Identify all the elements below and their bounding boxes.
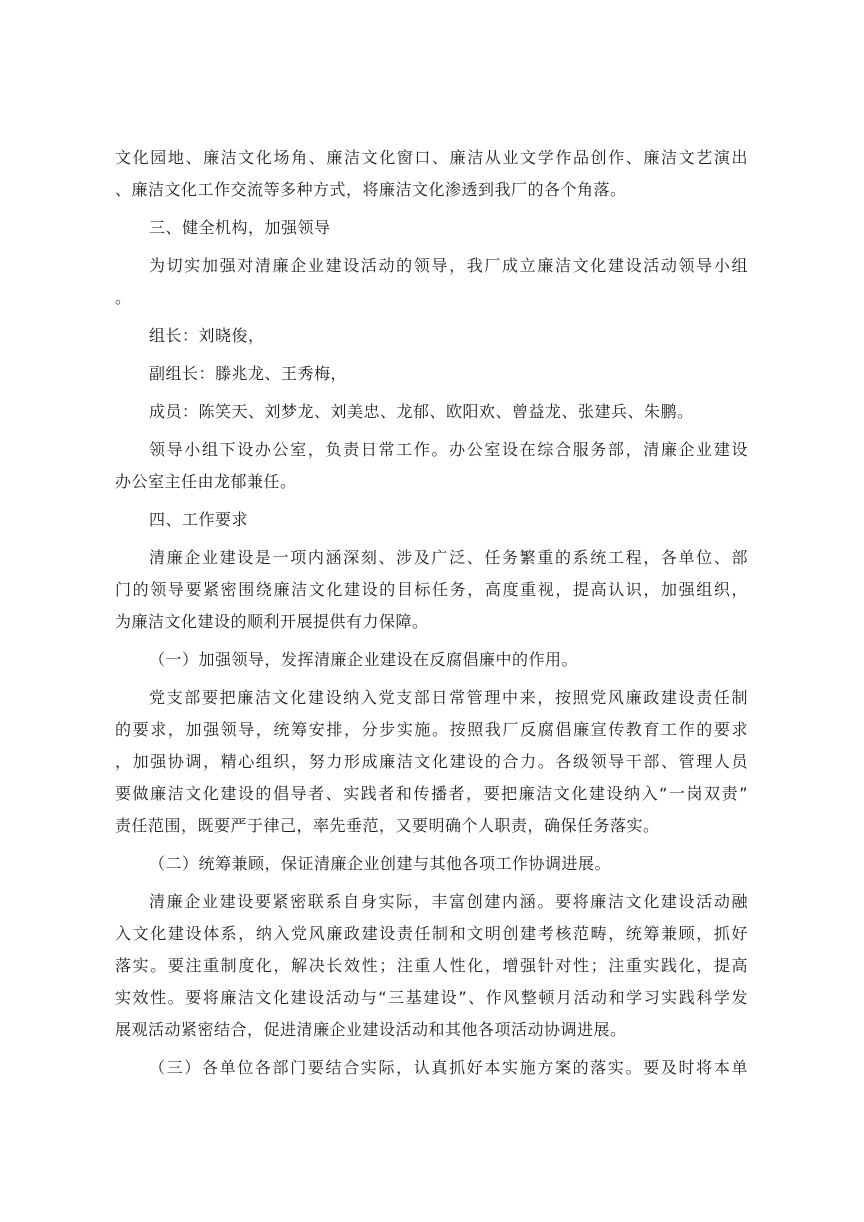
paragraph-office	[115, 434, 748, 498]
document-body	[115, 142, 748, 1084]
text-line: ，加强协调，精心组织，努力形成廉洁文化建设的合力。各级领导干部、管理人员	[115, 752, 748, 771]
paragraph-item-1-body	[115, 682, 748, 842]
text-line: 清廉企业建设是一项内涵深刻、涉及广泛、任务繁重的系统工程，各单位、部	[149, 548, 748, 567]
text-line: 。	[115, 288, 132, 307]
text-line: 的要求，加强领导，统筹安排，分步实施。按照我厂反腐倡廉宣传教育工作的要求	[115, 720, 748, 739]
text-line: 文化园地、廉洁文化场角、廉洁文化窗口、廉洁从业文学作品创作、廉洁文艺演出	[115, 148, 748, 167]
paragraph-members	[115, 396, 748, 428]
text-line: （三）各单位各部门要结合实际，认真抓好本实施方案的落实。要及时将本单	[149, 1058, 748, 1077]
text-line: 责任范围，既要严于律己，率先垂范，又要明确个人职责，确保任务落实。	[115, 816, 660, 835]
text-line: 、廉洁文化工作交流等多种方式，将廉洁文化渗透到我厂的各个角落。	[115, 180, 627, 199]
text-line: 落实。要注重制度化，解决长效性；注重人性化，增强针对性；注重实践化，提高	[115, 956, 748, 975]
section-heading-4	[115, 504, 748, 536]
paragraph-item-1-heading	[115, 644, 748, 676]
text-line: 三、健全机构，加强领导	[149, 218, 331, 237]
text-line: 副组长：滕兆龙、王秀梅，	[149, 364, 348, 383]
paragraph-work-requirement-intro	[115, 542, 748, 638]
text-line: 实效性。要将廉洁文化建设活动与“三基建设”、作风整顿月活动和学习实践科学发	[115, 988, 748, 1007]
text-line: 成员：陈笑天、刘梦龙、刘美忠、龙郁、欧阳欢、曾益龙、张建兵、朱鹏。	[149, 402, 694, 421]
paragraph-deputy-leaders	[115, 358, 748, 390]
paragraph-item-2-heading	[115, 848, 748, 880]
text-line: 要做廉洁文化建设的倡导者、实践者和传播者，要把廉洁文化建设纳入“一岗双责”	[115, 784, 748, 803]
paragraph-continued-from-previous-page	[115, 142, 748, 206]
text-line: 领导小组下设办公室，负责日常工作。办公室设在综合服务部，清廉企业建设	[149, 440, 748, 459]
text-line: 入文化建设体系，纳入党风廉政建设责任制和文明创建考核范畴，统筹兼顾，抓好	[115, 924, 748, 943]
text-line: 办公室主任由龙郁兼任。	[115, 472, 297, 491]
text-line: （二）统筹兼顾，保证清廉企业创建与其他各项工作协调进展。	[149, 854, 612, 873]
paragraph-leading-group	[115, 250, 748, 314]
text-line: 为切实加强对清廉企业建设活动的领导，我厂成立廉洁文化建设活动领导小组	[149, 256, 748, 275]
text-line: 党支部要把廉洁文化建设纳入党支部日常管理中来，按照党风廉政建设责任制	[149, 688, 748, 707]
text-line: 展观活动紧密结合，促进清廉企业建设活动和其他各项活动协调进展。	[115, 1020, 627, 1039]
text-line: 组长：刘晓俊，	[149, 326, 265, 345]
paragraph-group-leader	[115, 320, 748, 352]
text-line: 四、工作要求	[149, 510, 249, 529]
section-heading-3	[115, 212, 748, 244]
paragraph-item-3-cutoff	[115, 1052, 748, 1084]
text-line: 为廉洁文化建设的顺利开展提供有力保障。	[115, 612, 429, 631]
text-line: 门的领导要紧密围绕廉洁文化建设的目标任务，高度重视，提高认识，加强组织，	[115, 580, 748, 599]
paragraph-item-2-body	[115, 886, 748, 1046]
text-line: （一）加强领导，发挥清廉企业建设在反腐倡廉中的作用。	[149, 650, 579, 669]
text-line: 清廉企业建设要紧密联系自身实际，丰富创建内涵。要将廉洁文化建设活动融	[149, 892, 748, 911]
